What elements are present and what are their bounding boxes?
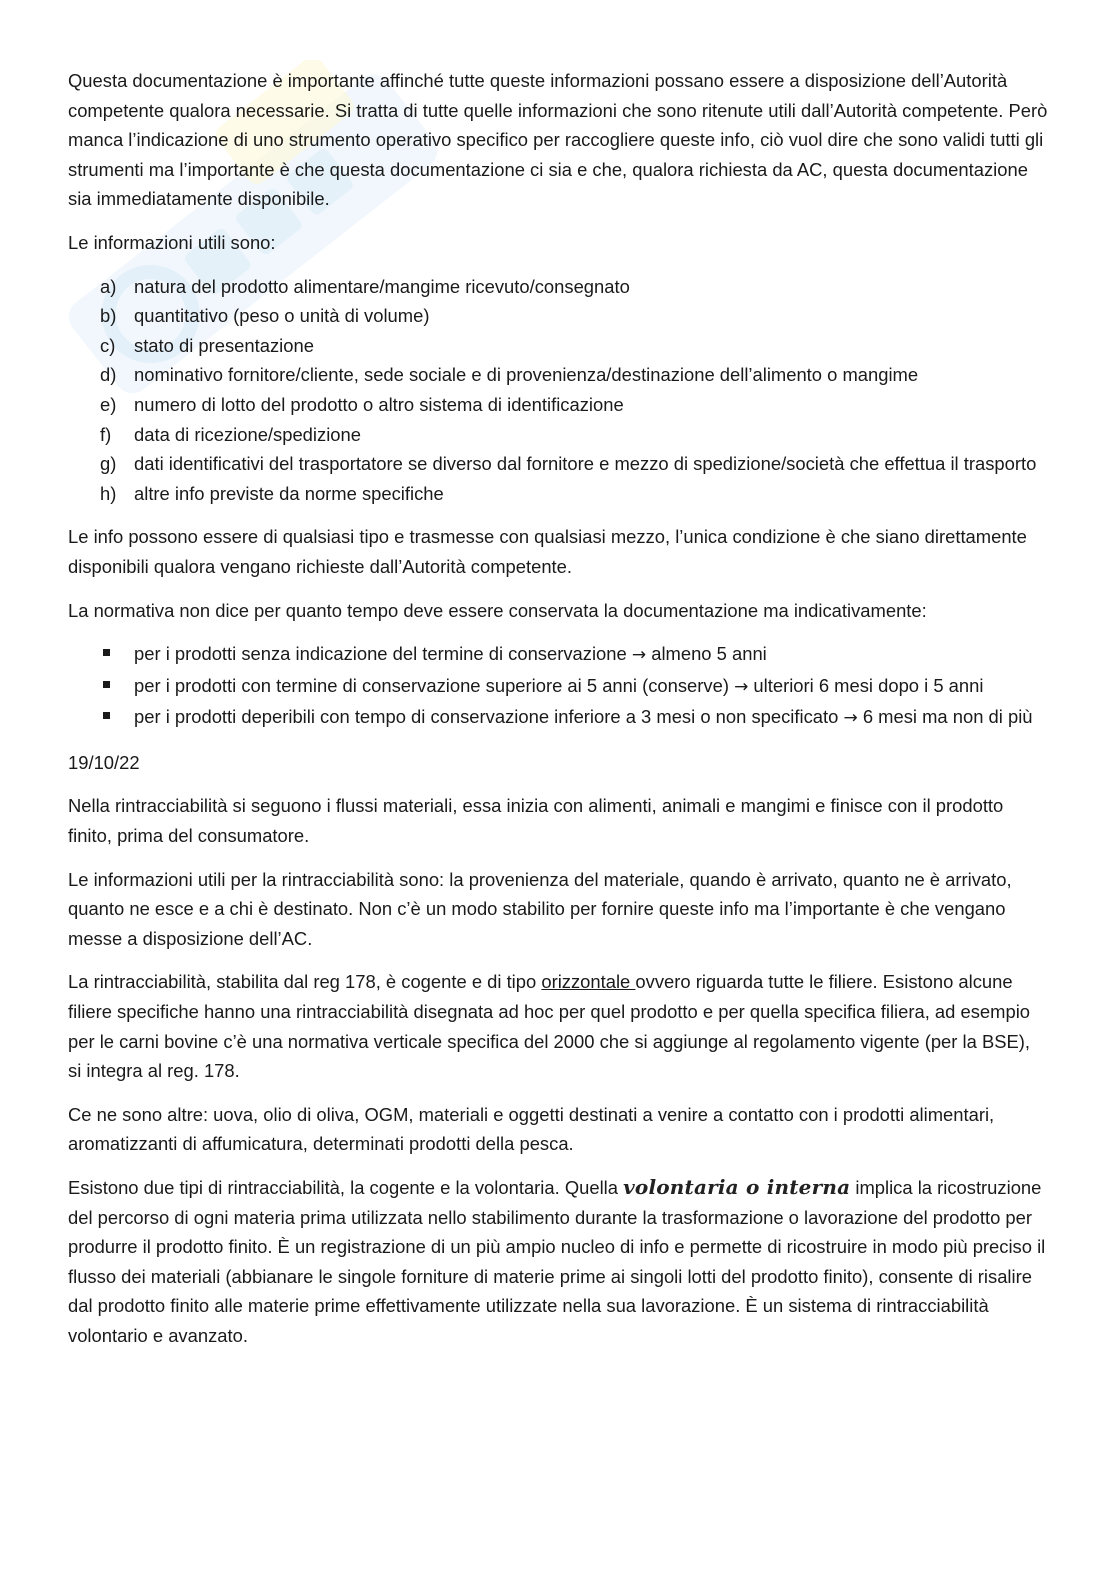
- list-marker: f): [100, 423, 112, 445]
- paragraph-text: implica la ricostruzione del percorso di ogni materia prima utilizzata nello stabilimento durante la trasformazione o lavorazione del prodotto per produrre il prodotto finito. È un registrazione di un più ampio nucleo di info e permette di ricostruire in modo più preciso il flusso dei materiali (abbianare le singole forniture di materie prime ai singoli lotti del prodotto finito), consente di risalire dal prodotto finito alle materie prime effettivamente utilizzate nella sua lavorazione. È un sistema di rintracciabilità volontario e avanzato.: [68, 1177, 1046, 1346]
- list-item-text: data di ricezione/spedizione: [134, 423, 361, 445]
- list-item: [68, 702, 1048, 734]
- lecture-date: 19/10/22: [68, 751, 140, 773]
- list-item-result: 6 mesi ma non di più: [857, 706, 1033, 728]
- list-item: [68, 331, 1048, 361]
- regulation-paragraph: [68, 967, 1048, 1085]
- list-item: [68, 639, 1048, 671]
- document-page: [68, 66, 1048, 1365]
- list-item: [68, 360, 1048, 390]
- info-list-heading: Le informazioni utili sono:: [68, 231, 276, 253]
- paragraph-text: ovvero riguarda tutte le filiere. Esistono alcune filiere specifiche hanno una rintracciabilità disegnata ad hoc per quel prodotto e per quella specifica filiera, ad esempio per le carni bovine c’è una normativa verticale specifica del 2000 che si aggiunge al regolamento vigente (per la BSE), si integra al reg. 178.: [68, 971, 1031, 1082]
- list-item: [68, 671, 1048, 703]
- arrow-right-icon: →: [631, 645, 647, 666]
- square-bullet-icon: [103, 649, 110, 656]
- paragraph-text: Esistono due tipi di rintracciabilità, la cogente e la volontaria. Quella: [68, 1177, 624, 1198]
- arrow-right-icon: →: [734, 676, 749, 697]
- list-item-result: ulteriori 6 mesi dopo i 5 anni: [748, 674, 984, 696]
- paragraph-text: La rintracciabilità, stabilita dal reg 178, è cogente e di tipo: [68, 971, 542, 993]
- info-conditions-paragraph: Le info possono essere di qualsiasi tipo e trasmesse con qualsiasi mezzo, l’unica condizione è che siano direttamente disponibili qualora vengano richieste dall’Autorità competente.: [68, 526, 1027, 577]
- list-item: [68, 420, 1048, 450]
- traceability-info-paragraph: Le informazioni utili per la rintracciabilità sono: la provenienza del materiale, quando è arrivato, quanto ne è arrivato, quanto ne esce e a chi è destinato. Non c’è un modo stabilito per fornire queste info ma l’importante è che vengano messe a disposizione dell’AC.: [68, 868, 1012, 949]
- list-item-text: per i prodotti con termine di conservazione superiore ai 5 anni (conserve): [134, 674, 735, 696]
- list-item: [68, 390, 1048, 420]
- list-item: [68, 449, 1048, 479]
- list-marker: b): [100, 305, 117, 327]
- list-item-text: dati identificativi del trasportatore se diverso dal fornitore e mezzo di spedizione/società che effettua il trasporto: [134, 453, 1037, 475]
- list-marker: g): [100, 453, 117, 475]
- voluntary-traceability-paragraph: [68, 1173, 1048, 1351]
- conservation-intro-paragraph: La normativa non dice per quanto tempo deve essere conservata la documentazione ma indicativamente:: [68, 599, 927, 621]
- list-marker: a): [100, 275, 117, 297]
- list-item: [68, 301, 1048, 331]
- square-bullet-icon: [103, 712, 110, 719]
- list-marker: h): [100, 482, 117, 504]
- square-bullet-icon: [103, 681, 110, 688]
- list-item-text: per i prodotti deperibili con tempo di conservazione inferiore a 3 mesi o non specificato: [134, 706, 844, 728]
- traceability-flow-paragraph: Nella rintracciabilità si seguono i flussi materiali, essa inizia con alimenti, animali e mangimi e finisce con il prodotto finito, prima del consumatore.: [68, 795, 1004, 847]
- list-marker: e): [100, 393, 117, 415]
- handwritten-term: volontaria o interna: [623, 1175, 851, 1199]
- other-supply-chains-paragraph: Ce ne sono altre: uova, olio di oliva, OGM, materiali e oggetti destinati a venire a contatto con i prodotti alimentari, aromatizzanti di affumicatura, determinati prodotti della pesca.: [68, 1103, 995, 1155]
- list-marker: c): [100, 334, 116, 356]
- list-item-text: quantitativo (peso o unità di volume): [134, 305, 430, 327]
- arrow-right-icon: →: [843, 708, 858, 729]
- info-list: [68, 272, 1048, 509]
- list-item-text: natura del prodotto alimentare/mangime ricevuto/consegnato: [134, 275, 630, 297]
- intro-paragraph: Questa documentazione è importante affinché tutte queste informazioni possano essere a disposizione dell’Autorità competente qualora necessarie. Si tratta di tutte quelle informazioni che sono ritenute utili dall’Autorità competente. Però manca l’indicazione di uno strumento operativo specifico per raccogliere queste info, ciò vuol dire che sono validi tutti gli strumenti ma l’importante è che questa documentazione ci sia e che, qualora richiesta da AC, questa documentazione sia immediatamente disponibile.: [68, 70, 1048, 210]
- conservation-list: [68, 639, 1048, 734]
- underlined-term: orizzontale: [541, 971, 636, 993]
- list-item-text: per i prodotti senza indicazione del termine di conservazione: [134, 643, 632, 665]
- list-item: [68, 479, 1048, 509]
- list-item-text: nominativo fornitore/cliente, sede sociale e di provenienza/destinazione dell’alimento o mangime: [134, 364, 919, 386]
- list-item-result: almeno 5 anni: [646, 643, 767, 665]
- list-item: [68, 272, 1048, 302]
- list-marker: d): [100, 364, 117, 386]
- list-item-text: numero di lotto del prodotto o altro sistema di identificazione: [134, 393, 624, 415]
- list-item-text: stato di presentazione: [134, 334, 314, 356]
- list-item-text: altre info previste da norme specifiche: [134, 482, 444, 504]
